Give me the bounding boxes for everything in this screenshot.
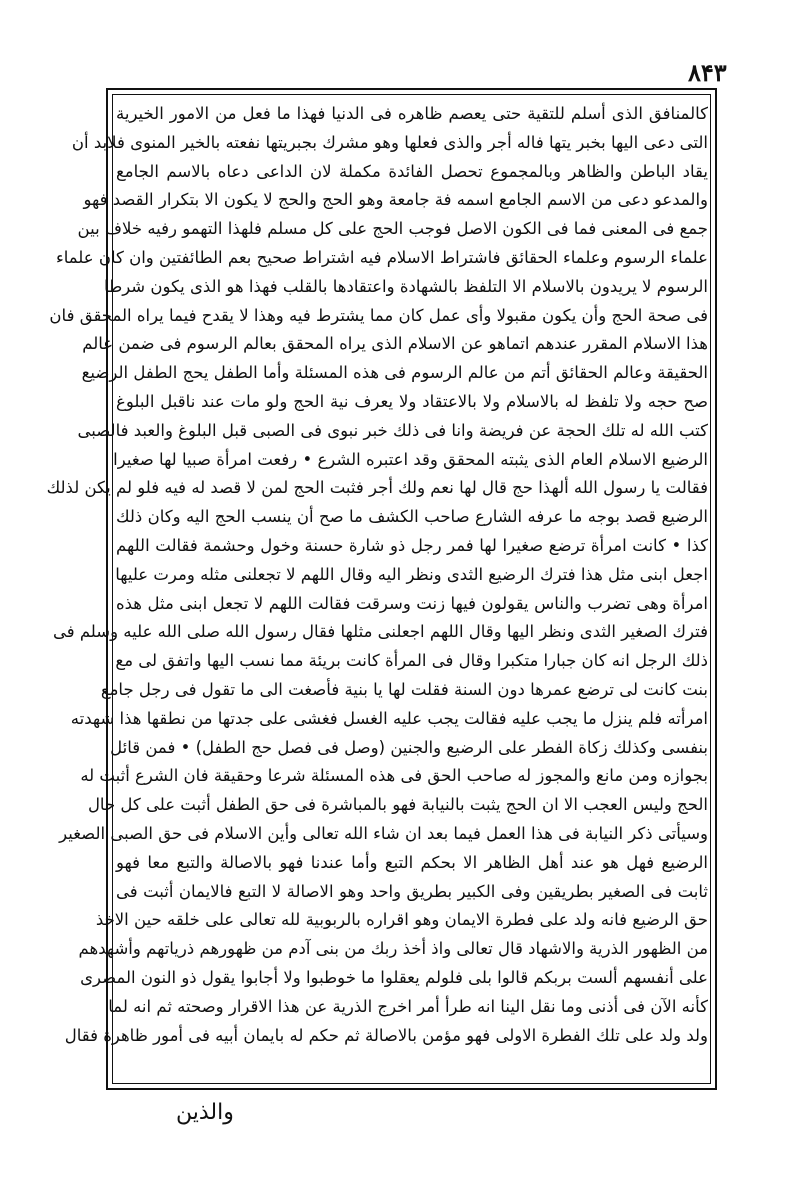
- text-line: كأنه الآن فى أذنى وما نقل الينا انه طرأ أمر اخرج الذرية عن هذا الاقرار وصحته ثم انه لما: [108, 996, 708, 1016]
- text-line: فترك الصغير الثدى ونظر اليها وقال اللهم اجعلنى مثلها فقال رسول الله صلى الله عليه وسلم فى: [52, 622, 708, 642]
- text-line: فقالت يا رسول الله ألهذا حج قال لها نعم ولك أجر فثبت الحج لمن لا قصد له فيه فلو لم يكن لذلك: [46, 478, 708, 498]
- text-line: بنفسى وكذلك زكاة الفطر على الرضيع والجنين ‌(وصل فى فصل حج الطفل)‌ ‌• فمن قائل: [110, 737, 708, 757]
- text-line: الرضيع قصد بوجه ما عرفه الشارع صاحب الكشف ما صح أن ينسب الحج اليه وكان ذلك: [116, 507, 708, 527]
- text-line: الرسوم لا يريدون بالاسلام الا التلفظ بالشهادة واعتقادها بالقلب فهذا هو الذى يكون شرطا: [104, 276, 708, 296]
- text-line: كذا ‌• كانت امرأة ترضع صغيرا لها فمر رجل ذو شارة حسنة وخول وحشمة فقالت اللهم: [116, 535, 708, 555]
- text-line: ولد ولد على تلك الفطرة الاولى فهو مؤمن بالاصالة ثم حكم له بايمان أبيه فى أمور ظاهرة فقال: [64, 1025, 708, 1045]
- text-line: على أنفسهم ألست بربكم قالوا بلى فلولم يعقلوا ما خوطبوا ولا أجابوا يقول ذو النون المصرى: [80, 967, 708, 987]
- text-line: هذا الاسلام المقرر عندهم اتماهو عن الاسلام الذى يراه المحقق بعالم الرسوم فى ضمن عالم: [82, 334, 708, 354]
- main-text-block: [46, 100, 708, 1080]
- text-line: علماء الرسوم وعلماء الحقائق فاشتراط الاسلام فيه اشتراط صحيح بعم الطائفتين وان كان علماء: [55, 247, 708, 267]
- text-line: فى صحة الحج وأن يكون مقبولا وأى عمل كان مما يشترط فيه وهذا لا يقدح فيما يراه المحقق فان: [49, 305, 708, 325]
- text-line: الرضيع فهل هو عند أهل الظاهر الا بحكم التبع وأما عندنا فهو بالاصالة والتبع معا فهو: [116, 852, 708, 872]
- text-line: جمع فى المعنى فما فى الكون الاصل فوجب الحج على كل مسلم فلهذا التهمو رفيه خلاف بين: [77, 219, 708, 239]
- text-line: بنت كانت لى ترضع عمرها دون السنة فقلت لها يا بنية فأصغت الى ما تقول فى رجل جامع: [100, 679, 708, 699]
- text-line: كالمنافق الذى أسلم للتقية حتى يعصم ظاهره فى الدنيا فهذا ما فعل من الامور الخيرية: [116, 104, 708, 123]
- text-line: وسيأتى ذكر النيابة فى هذا العمل فيما بعد ان شاء الله تعالى وأين الاسلام فى حق الصبى الصغير: [59, 823, 708, 843]
- text-line: التى دعى اليها بخبر يتها فاله أجر والذى فعلها وهو مشرك بجبريتها نفعته بالخير المنوى فلابد أن: [71, 132, 708, 152]
- text-line: صح حجه ولا تلفظ له بالاسلام ولا بالاعتقاد ولا يعرف نية الحج ولو مات عند ناقبل البلوغ: [116, 391, 708, 411]
- catchword: والذين: [176, 1100, 234, 1125]
- text-line: ذلك الرجل انه كان جبارا متكبرا وقال فى المرأة كانت بريئة مما نسب اليها واتفق لى مع: [115, 651, 708, 671]
- text-line: اجعل ابنى مثل هذا فترك الرضيع الثدى ونظر اليه وقال اللهم لا تجعلنى مثله ومرت عليها: [115, 564, 708, 584]
- page-number: ۸۴۳: [688, 58, 727, 87]
- text-line: يقاد الباطن والظاهر وبالمجموع تحصل الفائدة مكملة لان الداعى دعاه بالاسم الجامع: [116, 161, 708, 181]
- text-line: بجوازه ومن مانع والمجوز له صاحب الحق فى هذه المسئلة شرعا وحقيقة فان الشرع أثبت له: [80, 766, 708, 786]
- text-line: الحقيقة وعالم الحقائق أتم من عالم الرسوم فى هذه المسئلة وأما الطفل يحج الطفل الرضيع: [81, 363, 708, 383]
- text-line: الرضيع الاسلام العام الذى يثبته المحقق وقد اعتبره الشرع ‌• رفعت امرأة صبيا لها صغيرا: [113, 449, 708, 469]
- text-line: من الظهور الذرية والاشهاد قال تعالى واذ أخذ ربك من بنى آدم من ظهورهم ذرياتهم وأشهدهم: [78, 939, 708, 959]
- text-line: والمدعو دعى من الاسم الجامع اسمه فة جامعة وهو الحج والحج لا يكون الا بتكرار القصد فهو: [83, 190, 708, 210]
- text-line: كتب الله له تلك الحجة عن فريضة وانا فى ذلك خبر نبوى فى الصبى قبل البلوغ والعبد فالصبى: [77, 420, 708, 440]
- text-line: حق الرضيع فانه ولد على فطرة الايمان وهو اقراره بالربوبية لله تعالى على خلقه حين الاخذ: [95, 910, 708, 930]
- text-line: امرأة وهى تضرب والناس يقولون فيها زنت وسرقت فقالت اللهم لا تجعل ابنى مثل هذه: [116, 593, 708, 613]
- text-line: امرأته فلم ينزل ما يجب عليه فقالت يجب عليه الغسل فغشى على جدتها من نطقها هذا شهدته: [70, 708, 708, 728]
- text-line: ثابت فى الصغير بطريقين وفى الكبير بطريق واحد وهو الاصالة لا التبع فالايمان أثبت فى: [116, 881, 708, 901]
- text-line: الحج وليس العجب الا ان الحج يثبت بالنيابة فهو بالمباشرة فى حق الطفل أثبت على كل حال: [87, 795, 708, 815]
